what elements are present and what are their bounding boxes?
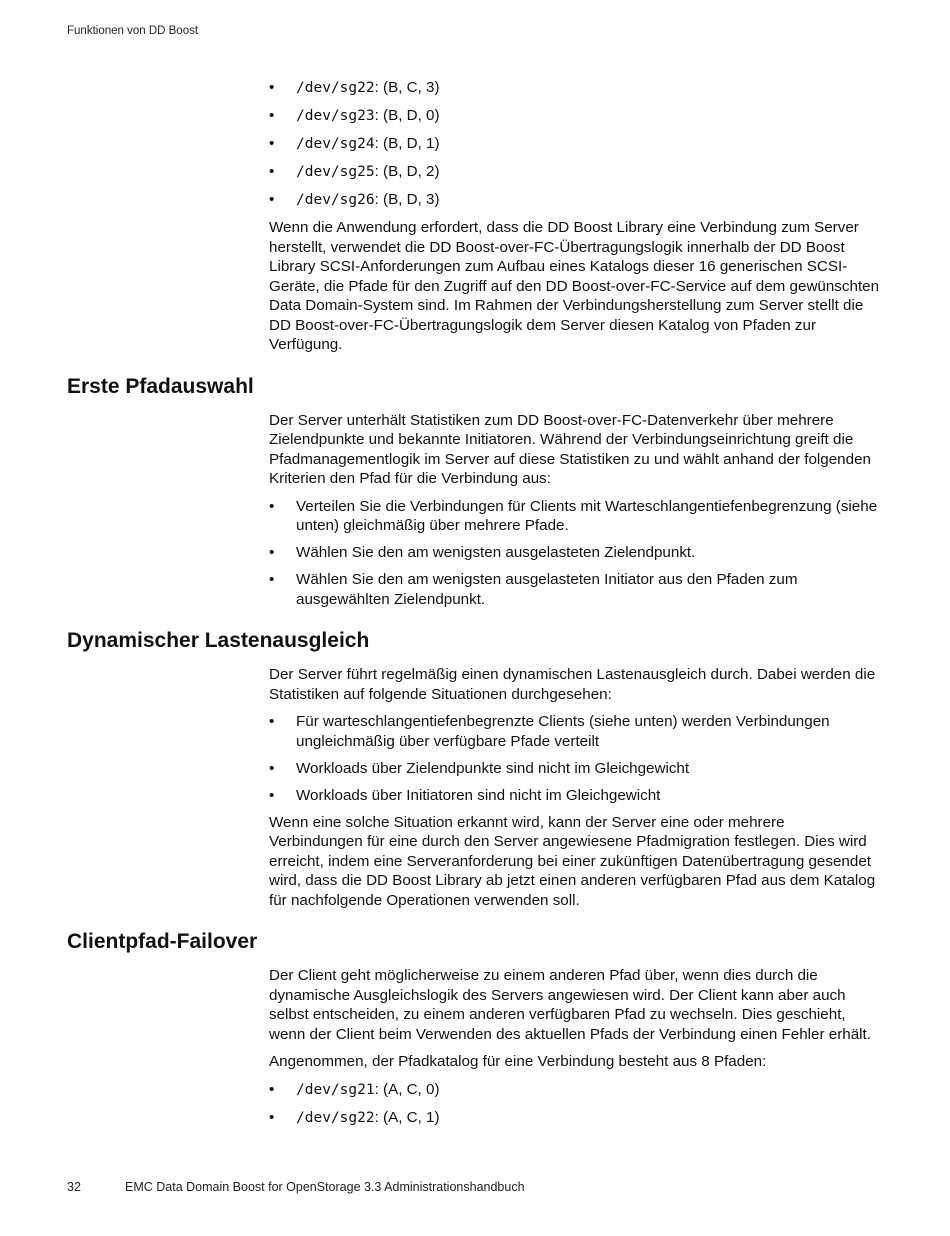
list-item: • Verteilen Sie die Verbindungen für Clients mit Warteschlangentiefenbegrenzung (siehe unten) gleichmäßig über mehrere Pfade.	[269, 497, 881, 536]
section-paragraph: Der Client geht möglicherweise zu einem anderen Pfad über, wenn dies durch die dynamische Ausgleichslogik des Servers angewiesen wird. Der Client kann aber auch selbst entscheiden, zu einem anderen verfügbaren Pfad zu wechseln. Dies geschieht, wenn der Client beim Verwenden des aktuellen Pfads der Verbindung einen Fehler erhält.	[269, 967, 871, 1043]
device-name: /dev/sg23	[296, 108, 375, 124]
list-item	[269, 1080, 881, 1101]
criteria-list	[269, 497, 881, 610]
list-item	[269, 190, 881, 211]
device-name: /dev/sg22	[296, 1109, 375, 1126]
section-client-path-failover	[67, 928, 887, 1128]
path-tuple: : (A, C, 0)	[374, 1080, 440, 1098]
intro-block	[269, 78, 881, 355]
section-intro: Der Server führt regelmäßig einen dynamischen Lastenausgleich durch. Dabei werden die Statistiken auf folgende Situationen durchgesehen:	[269, 666, 876, 703]
section-paragraph: Angenommen, der Pfadkatalog für eine Verbindung besteht aus 8 Pfaden:	[269, 1053, 767, 1070]
path-tuple: : (A, C, 1)	[374, 1108, 440, 1126]
path-tuple: : (B, D, 2)	[374, 163, 440, 180]
section-intro: Der Server unterhält Statistiken zum DD Boost-over-FC-Datenverkehr über mehrere Zielendpunkte und bekannte Initiatoren. Während der Verbindungseinrichtung greift die Pfadmanagementlogik im Server auf diese Statistiken zu und wählt anhand der folgenden Kriterien den Pfad für die Verbindung aus:	[269, 411, 871, 487]
page-footer	[67, 1180, 525, 1194]
device-name: /dev/sg21	[296, 1081, 375, 1098]
device-name: /dev/sg26	[296, 192, 375, 208]
running-header: Funktionen von DD Boost	[67, 25, 199, 37]
section-heading: Dynamischer Lastenausgleich	[67, 629, 370, 652]
device-path-list	[269, 1080, 881, 1129]
section-heading: Clientpfad-Failover	[67, 930, 258, 953]
list-item: • Workloads über Initiatoren sind nicht im Gleichgewicht	[269, 786, 881, 806]
list-item: • Wählen Sie den am wenigsten ausgelasteten Zielendpunkt.	[269, 543, 881, 563]
list-item	[269, 1108, 881, 1129]
path-tuple: : (B, D, 3)	[374, 191, 440, 208]
path-tuple: : (B, C, 3)	[374, 79, 440, 96]
situation-list	[269, 712, 881, 805]
list-item: • Für warteschlangentiefenbegrenzte Clients (siehe unten) werden Verbindungen ungleichmäßig über verfügbare Pfade verteilt	[269, 712, 881, 751]
document-title: EMC Data Domain Boost for OpenStorage 3.3 Administrationshandbuch	[125, 1180, 525, 1194]
list-item	[269, 162, 881, 183]
list-item: • Workloads über Zielendpunkte sind nicht im Gleichgewicht	[269, 759, 881, 779]
path-tuple: : (B, D, 1)	[374, 135, 440, 152]
section-heading: Erste Pfadauswahl	[67, 374, 254, 398]
page-number: 32	[67, 1180, 81, 1194]
list-item	[269, 134, 881, 155]
section-outro: Wenn eine solche Situation erkannt wird, kann der Server eine oder mehrere Verbindungen für eine durch den Server angewiesene Pfadmigration festlegen. Dies wird erreicht, indem eine Serveranforderung bei einer zukünftigen Datenübertragung gesendet wird, dass die DD Boost Library ab jetzt einen anderen verfügbaren Pfad aus dem Katalog für nachfolgende Operationen verwenden soll.	[269, 813, 876, 909]
list-item	[269, 106, 881, 127]
list-item: • Wählen Sie den am wenigsten ausgelasteten Initiator aus den Pfaden zum ausgewählten Zielendpunkt.	[269, 570, 881, 609]
device-name: /dev/sg24	[296, 136, 375, 152]
catalog-paragraph: Wenn die Anwendung erfordert, dass die DD Boost Library eine Verbindung zum Server herstellt, verwendet die DD Boost-over-FC-Übertragungslogik innerhalb der DD Boost Library SCSI-Anforderungen zum Aufbau eines Katalogs dieser 16 generischen SCSI-Geräte, die Pfade für den Zugriff auf den DD Boost-over-FC-Service auf dem gewünschten Data Domain-System sind. Im Rahmen der Verbindungsherstellung zum Server stellt die DD Boost-over-FC-Übertragungslogik dem Server diesen Katalog von Pfaden zur Verfügung.	[269, 219, 880, 353]
device-path-list	[269, 78, 881, 211]
page-content	[67, 78, 887, 1136]
section-initial-path-selection	[67, 373, 887, 610]
device-name: /dev/sg25	[296, 164, 375, 180]
path-tuple: : (B, D, 0)	[374, 107, 440, 124]
section-dynamic-load-balancing	[67, 627, 887, 910]
list-item	[269, 78, 881, 99]
device-name: /dev/sg22	[296, 80, 375, 96]
